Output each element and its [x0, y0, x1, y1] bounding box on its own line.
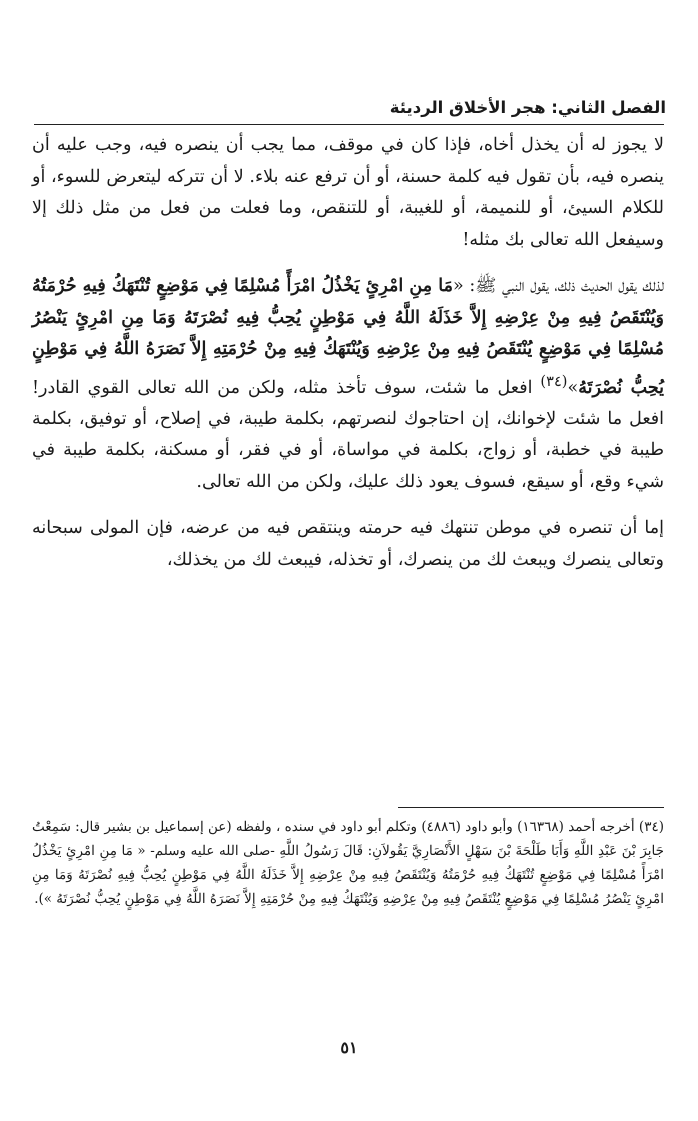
running-header: الفصل الثاني: هجر الأخلاق الرديئة [389, 98, 666, 117]
paragraph-2-rest: افعل ما شئت، سوف تأخذ مثله، ولكن من الله تعالى القوي القادر! افعل ما شئت لإخوانك، إن احتاجوك لنصرتهم، بكلمة طيبة، في إصلاح، أو توفيق، بكلمة طيبة في خطبة، أو زواج، بكلمة في مواساة، أو في فقر، أو مسكنة، بكلمة طيبة في شيء وقع، أو سيقع، فسوف يعود ذلك عليك، ولكن من الله تعالى. [32, 377, 664, 492]
main-text [32, 130, 664, 576]
header-rule [34, 124, 664, 125]
footnotes [32, 815, 664, 911]
hadith-intro: لذلك يقول الحديث ذلك، يقول النبي ﷺ: « [453, 276, 664, 296]
paragraph-2 [32, 271, 664, 498]
hadith-close: » [567, 377, 579, 398]
page-number: ٥١ [340, 1038, 358, 1057]
paragraph-1: لا يجوز له أن يخذل أخاه، فإذا كان في موقف، مما يجب أن ينصره فيه، وجب عليه أن ينصره فيه، بأن تقول فيه كلمة حسنة، أو أن ترفع عنه بلاء. لا أن تتركه ليتعرض للسوء، أو للكلام السيئ، أو للنميمة، أو للغيبة، أو للتنقص، وما فعلت من فعل من مثل ذلك إلا وسيفعل الله تعالى بك مثله! [32, 135, 664, 250]
paragraph-3: إما أن تنصره في موطن تنتهك فيه حرمته وينتقص فيه من عرضه، فإن المولى سبحانه وتعالى ينصرك ويبعث لك من ينصرك، أو تخذله، فيبعث لك من يخذلك، [32, 518, 664, 570]
footnote-ref: (٣٤) [540, 372, 568, 390]
footnote-rule [398, 807, 664, 808]
footnote-34: (٣٤) أخرجه أحمد (١٦٣٦٨) وأبو داود (٤٨٨٦) وتكلم أبو داود في سنده ، ولفظه (عن إسماعيل بن بشير قال: سَمِعْتُ جَابِرَ بْنَ عَبْدِ اللَّهِ وَأَبَا طَلْحَةَ بْنَ سَهْلٍ الأَنْصَارِيَّ يَقُولاَنِ: قَالَ رَسُولُ اللَّهِ -صلى الله عليه وسلم- « مَا مِنِ امْرِئٍ يَخْذُلُ امْرَأً مُسْلِمًا فِي مَوْضِعٍ تُنْتَهَكُ فِيهِ حُرْمَتُهُ وَيُنْتَقَصُ فِيهِ مِنْ عِرْضِهِ إِلاَّ خَذَلَهُ اللَّهُ فِي مَوْطِنٍ يُحِبُّ فِيهِ نُصْرَتَهُ وَمَا مِنِ امْرِئٍ يَنْصُرُ مُسْلِمًا فِي مَوْضِعٍ يُنْتَقَصُ فِيهِ مِنْ عِرْضِهِ وَيُنْتَهَكُ فِيهِ مِنْ حُرْمَتِهِ إِلاَّ نَصَرَهُ اللَّهُ فِي مَوْطِنٍ يُحِبُّ نُصْرَتَهُ »). [32, 819, 664, 907]
hadith-text: مَا مِنِ امْرِئٍ يَخْذُلُ امْرَأً مُسْلِمًا فِي مَوْضِعٍ تُنْتَهَكُ فِيهِ حُرْمَتُهُ وَيُنْتَقَصُ فِيهِ مِنْ عِرْضِهِ إِلاَّ خَذَلَهُ اللَّهُ فِي مَوْطِنٍ يُحِبُّ فِيهِ نُصْرَتَهُ وَمَا مِنِ امْرِئٍ يَنْصُرُ مُسْلِمًا فِي مَوْضِعٍ يُنْتَقَصُ فِيهِ مِنْ عِرْضِهِ وَيُنْتَهَكُ فِيهِ مِنْ حُرْمَتِهِ إِلاَّ نَصَرَهُ اللَّهُ فِي مَوْطِنٍ يُحِبُّ نُصْرَتَهُ [32, 276, 664, 398]
